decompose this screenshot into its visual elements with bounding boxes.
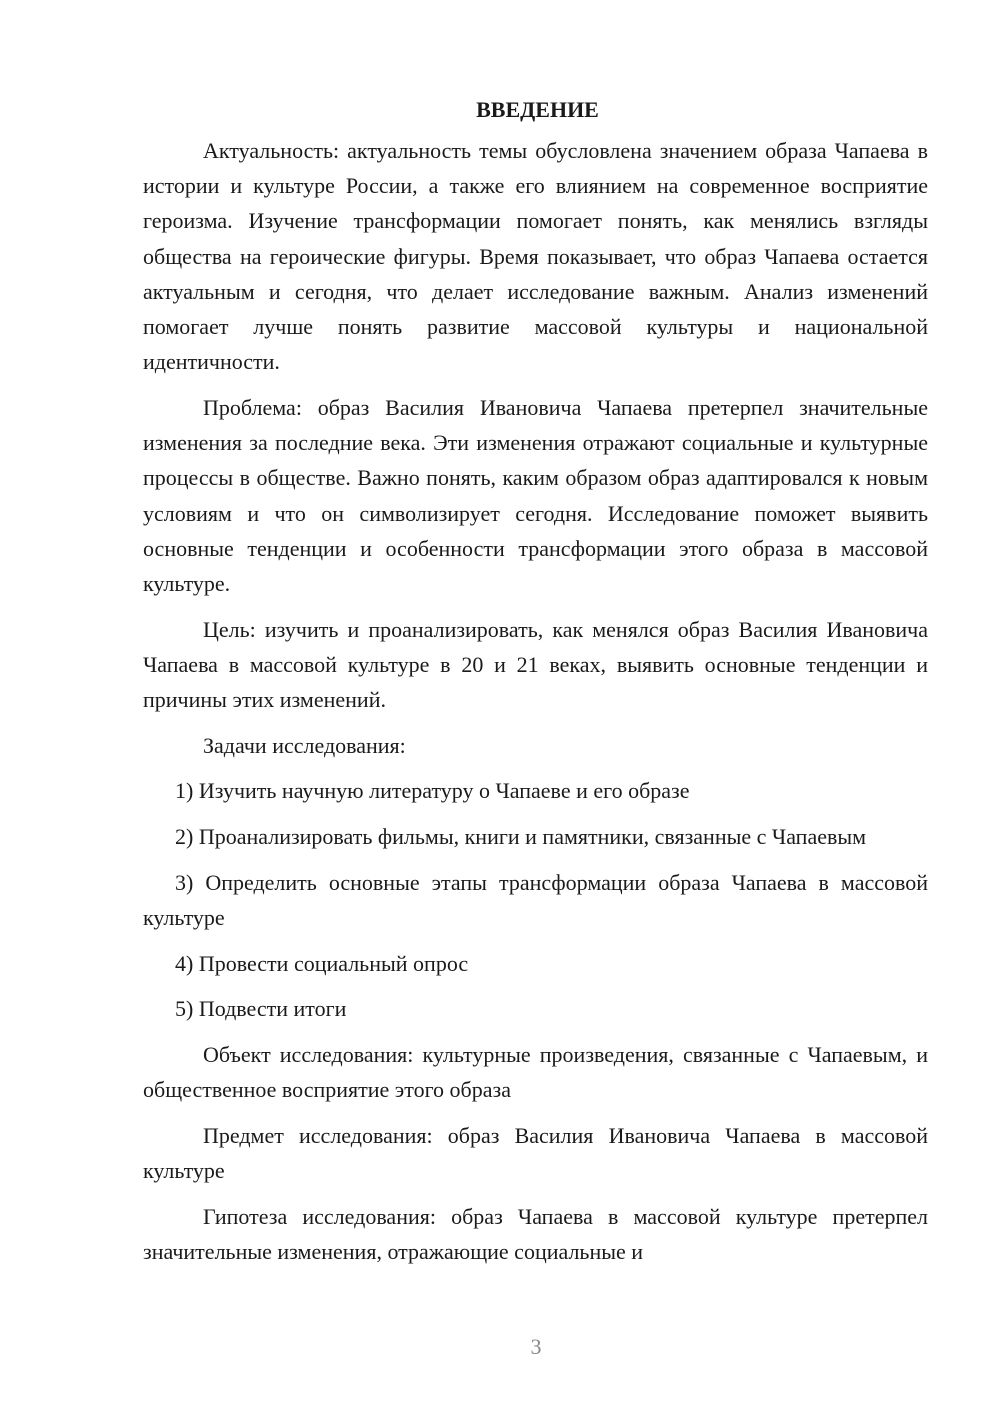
page-content [143,95,928,1269]
paragraph-hypothesis: Гипотеза исследования: образ Чапаева в массовой культуре претерпел значительные изменения, отражающие социальные и [143,1203,928,1265]
tasks-label: Задачи исследования: [203,732,406,758]
paragraph-object: Объект исследования: культурные произведения, связанные с Чапаевым, и общественное восприятие этого образа [143,1042,928,1103]
paragraph-problem: Проблема: образ Василия Ивановича Чапаева претерпел значительные изменения за последние века. Эти изменения отражают социальные и культурные процессы в обществе. Важно понять, каким образом образ адаптировался к новым условиям и что он символизирует сегодня. Исследование поможет выявить основные тенденции и особенности трансформации этого образа в массовой культуре. [143,394,928,596]
task-item: 1) Изучить научную литературу о Чапаеве и его образе [175,778,690,804]
task-item: 3) Определить основные этапы трансформации образа Чапаева в массовой культуре [143,869,928,931]
paragraph-relevance: Актуальность: актуальность темы обусловлена значением образа Чапаева в истории и культуре России, а также его влиянием на современное восприятие героизма. Изучение трансформации помогает понять, как менялись взгляды общества на героические фигуры. Время показывает, что образ Чапаева остается актуальным и сегодня, что делает исследование важным. Анализ изменений помогает лучше понять развитие массовой культуры и национальной идентичности. [143,138,928,375]
page-number: 3 [530,1334,542,1359]
paragraph-goal: Цель: изучить и проанализировать, как менялся образ Василия Ивановича Чапаева в массовой культуре в 20 и 21 веках, выявить основные тенденции и причины этих изменений. [143,616,928,713]
task-item: 2) Проанализировать фильмы, книги и памятники, связанные с Чапаевым [175,824,867,850]
task-item: 4) Провести социальный опрос [175,950,469,976]
paragraph-subject: Предмет исследования: образ Василия Ивановича Чапаева в массовой культуре [143,1123,928,1184]
section-heading: ВВЕДЕНИЕ [476,97,599,122]
task-item: 5) Подвести итоги [175,996,347,1022]
